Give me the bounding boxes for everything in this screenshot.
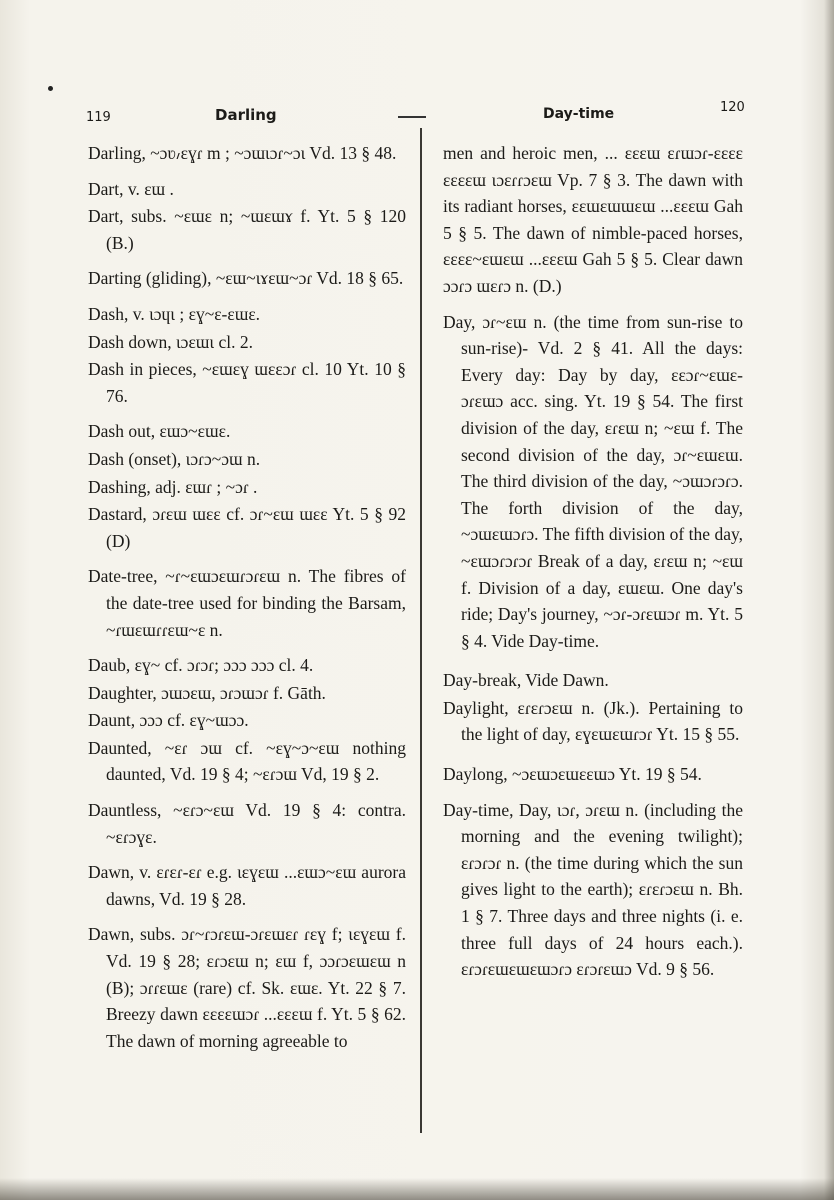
page-bottom-shadow [0, 1178, 834, 1200]
column-divider [420, 128, 422, 1133]
entry-day-break: Day-break, Vide Dawn. [443, 670, 609, 691]
running-head-left: Darling [215, 106, 277, 124]
running-head-right: Day-time [543, 106, 615, 122]
entry-dash-onset: Dash (onset), ɩɔɾɔ~ɔɯ n. [88, 448, 261, 469]
page-edge-shadow [824, 0, 834, 1200]
page-number-left: 119 [86, 110, 111, 125]
header-dash [398, 116, 426, 118]
entry-daub: Daub, ɛɣ~ cf. ɔɾɔɾ; ɔɔɔ ɔɔɔ cl. 4. [88, 655, 314, 676]
entry-dastard: Dastard, ɔɾɛɯ ɯɛɛ cf. ɔɾ~ɛɯ ɯɛɛ Yt. 5 § 92 (D) [88, 504, 406, 551]
entry-dawn-noun: Dawn, subs. ɔɾ~ɾɔɾɛɯ-ɔɾɛɯɛɾ ɾɛɣ f; ɩɛɣɛɯ f. Vd. 19 § 28; ɛɾɔɛɯ n; ɛɯ f, ɔɔɾɔɛɯɛɯ n (B); ɔɾɾɛɯɛ (rare) cf. Sk. ɛɯɛ. Yt. 22 § 7. Breezy dawn ɛɛɛɛɯɔɾ ...ɛɛɛɯ f. Yt. 5 § 62. The dawn of morning agreeable to [88, 924, 406, 1051]
ink-dot [48, 86, 53, 91]
page-header [80, 100, 750, 130]
page-number-right: 120 [720, 100, 745, 115]
entry-dash-down: Dash down, ɩɔɛɯɩ cl. 2. [88, 331, 254, 352]
left-column [88, 140, 406, 1063]
entry-dauntless: Dauntless, ~ɛɾɔ~ɛɯ Vd. 19 § 4: contra. ~ɛɾɔɣɛ. [88, 800, 406, 847]
entry-day: Day, ɔɾ~ɛɯ n. (the time from sun-rise to sun-rise)- Vd. 2 § 41. All the days: Every day: Day by day, ɛɛɔɾ~ɛɯɛ-ɔɾɛɯɔ acc. sing. Yt. 19 § 54. The first division of the day, ɛɾɛɯ n; ~ɛɯ f. The second division of the day, ɔɾ~ɛɯɛɯ. The third division of the day, ~ɔɯɔɾɔɾɔ. The forth division of the day, ~ɔɯɛɯɔɾɔ. The fifth division of the day, ~ɛɯɔɾɔɾɔɾ Break of a day, ɛɾɛɯ n; ~ɛɯ f. Division of a day, ɛɯɛɯ. One day's ride; Day's journey, ~ɔɾ-ɔɾɛɯɔɾ m. Yt. 5 § 4. Vide Day-time. [443, 311, 743, 651]
entry-dash-out: Dash out, ɛɯɔ~ɛɯɛ. [88, 421, 231, 442]
entry-daughter: Daughter, ɔɯɔɛɯ, ɔɾɔɯɔɾ f. Gāth. [88, 682, 326, 703]
entry-dawn-verb: Dawn, v. ɛɾɛɾ-ɛɾ e.g. ɩɛɣɛɯ ...ɛɯɔ~ɛɯ aurora dawns, Vd. 19 § 28. [88, 862, 406, 909]
entry-dart-verb: Dart, v. ɛɯ . [88, 178, 174, 199]
entry-daylong: Daylong, ~ɔɛɯɔɛɯɛɛɯɔ Yt. 19 § 54. [443, 764, 702, 785]
entry-darting: Darting (gliding), ~ɛɯ~ɩɤɛɯ~ɔɾ Vd. 18 § 65. [88, 268, 404, 289]
entry-darling: Darling, ~ɔʋ៸ɛɣɾ m ; ~ɔɯɩɔɾ~ɔɩ Vd. 13 § 48. [88, 143, 397, 163]
entry-dart-noun: Dart, subs. ~ɛɯɛ n; ~ɯɛɯɤ f. Yt. 5 § 120 (B.) [88, 206, 406, 253]
entry-date-tree: Date-tree, ~ɾ~ɛɯɔɛɯɾɔɾɛɯ n. The fibres of the date-tree used for binding the Barsam, ~ɾɯɛɯɾɾɛɯ~ɛ n. [88, 566, 406, 640]
entry-daunt: Daunt, ɔɔɔ cf. ɛɣ~ɯɔɔ. [88, 710, 249, 731]
entry-dash-in-pieces: Dash in pieces, ~ɛɯɛɣ ɯɛɛɔɾ cl. 10 Yt. 10 § 76. [88, 359, 406, 406]
entry-dashing: Dashing, adj. ɛɯɾ ; ~ɔɾ . [88, 476, 258, 497]
entry-day-time: Day-time, Day, ɩɔɾ, ɔɾɛɯ n. (including the morning and the evening twilight); ɛɾɔɾɔɾ n. (the time during which the sun gives light to the earth); ɛɾɛɾɔɛɯ n. Bh. 1 § 7. Three days and three nights (i. e. three full days of 24 hours each.). ɛɾɔɾɛɯɛɯɛɯɔɾɔ ɛɾɔɾɛɯɔ Vd. 9 § 56. [443, 799, 743, 980]
entry-dawn-continued: men and heroic men, ... ɛɛɛɯ ɛɾɯɔɾ-ɛɛɛɛ ɛɛɛɛɯ ɩɔɛɾɾɔɛɯ Vp. 7 § 3. The dawn with its radiant horses, ɛɛɯɛɯɯɛɯ ...ɛɛɛɯ Gah 5 § 5. The dawn of nimble-paced horses, ɛɛɛɛ~ɛɯɛɯ ...ɛɛɛɯ Gah 5 § 5. Clear dawn ɔɔɾɔ ɯɛɾɔ n. (D.) [443, 143, 743, 296]
entry-daunted: Daunted, ~ɛɾ ɔɯ cf. ~ɛɣ~ɔ~ɛɯ nothing daunted, Vd. 19 § 4; ~ɛɾɔɯ Vd, 19 § 2. [88, 737, 406, 785]
entry-daylight: Daylight, ɛɾɛɾɔɛɯ n. (Jk.). Pertaining to the light of day, ɛɣɛɯɛɯɾɔɾ Yt. 15 § 55. [443, 697, 743, 745]
right-column [443, 140, 743, 992]
entry-dash: Dash, v. ɩɔɥɩ ; ɛɣ~ɛ-ɛɯɛ. [88, 303, 261, 324]
